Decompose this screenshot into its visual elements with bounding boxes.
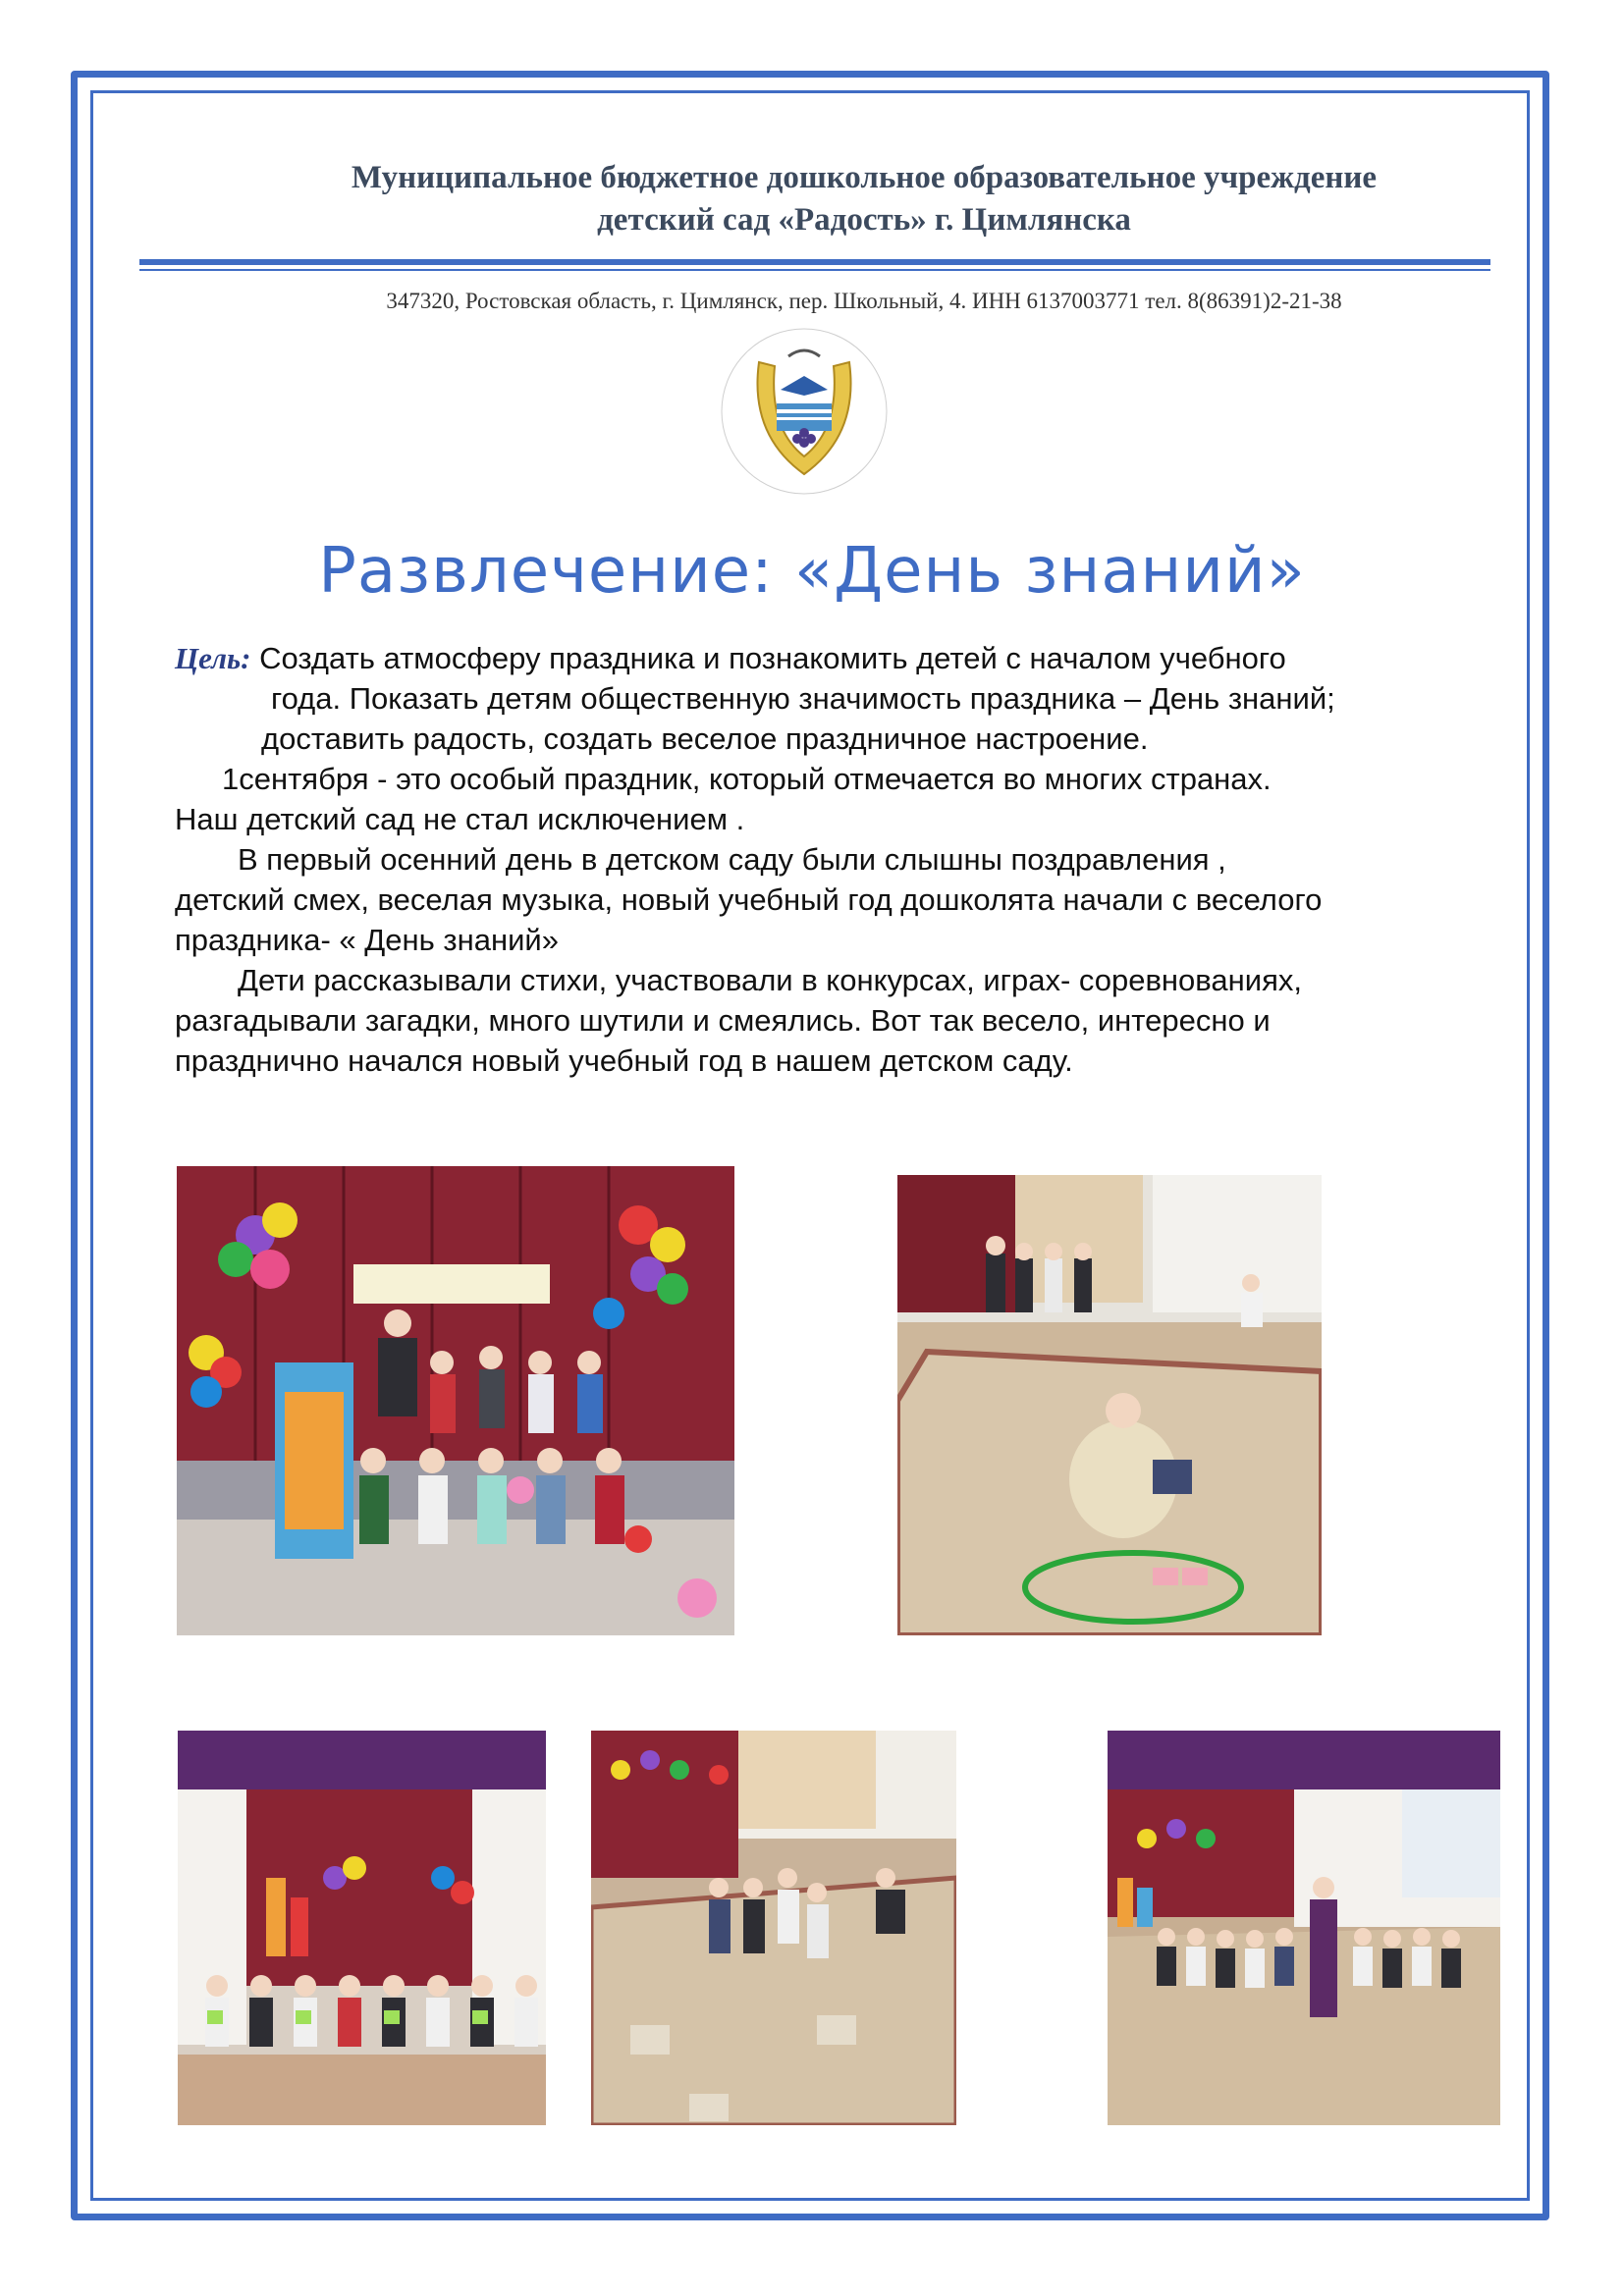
goal-line-3: доставить радость, создать веселое праздничное настроение. bbox=[261, 721, 1149, 756]
goal-label: Цель: bbox=[175, 641, 251, 675]
org-line-2: детский сад «Радость» г. Цимлянска bbox=[597, 202, 1131, 238]
organization-name bbox=[177, 157, 1551, 241]
paragraph-2-line-1: В первый осенний день в детском саду были слышны поздравления , bbox=[238, 842, 1226, 877]
photo-group-on-stage bbox=[177, 1166, 734, 1635]
paragraph-3-line-2: разгадывали загадки, много шутили и смеялись. Вот так весело, интересно и bbox=[175, 1003, 1271, 1038]
org-line-1: Муниципальное бюджетное дошкольное образовательное учреждение bbox=[351, 160, 1378, 195]
paragraph-2-line-3: праздника- « День знаний» bbox=[175, 923, 559, 957]
photo-dance-chain bbox=[1108, 1731, 1500, 2125]
goal-line-1: Цель: Создать атмосферу праздника и познакомить детей с началом учебного bbox=[175, 641, 1286, 675]
address-line: 347320, Ростовская область, г. Цимлянск, пер. Школьный, 4. ИНН 6137003771 тел. 8(86391)2-21-38 bbox=[386, 289, 1342, 313]
paragraph-1-line-1: 1сентября - это особый праздник, который отмечается во многих странах. bbox=[222, 762, 1272, 796]
goal-line-2: года. Показать детям общественную значимость праздника – День знаний; bbox=[271, 681, 1335, 716]
photo-game-in-hall bbox=[591, 1731, 956, 2125]
paragraph-3-line-3: празднично начался новый учебный год в нашем детском саду. bbox=[175, 1043, 1073, 1078]
page-title: Развлечение: «День знаний» bbox=[318, 535, 1306, 608]
photo-kids-with-cards bbox=[178, 1731, 546, 2125]
photo-game-on-carpet bbox=[897, 1175, 1322, 1635]
paragraph-2-line-2: детский смех, веселая музыка, новый учебный год дошколята начали с веселого bbox=[175, 882, 1323, 917]
kindergarten-emblem bbox=[720, 327, 889, 496]
article-body bbox=[175, 638, 1530, 1081]
header-rule bbox=[139, 259, 1490, 265]
paragraph-1-line-2: Наш детский сад не стал исключением . bbox=[175, 802, 745, 836]
paragraph-3-line-1: Дети рассказывали стихи, участвовали в конкурсах, играх- соревнованиях, bbox=[238, 963, 1302, 997]
header-rule-thin bbox=[139, 269, 1490, 271]
